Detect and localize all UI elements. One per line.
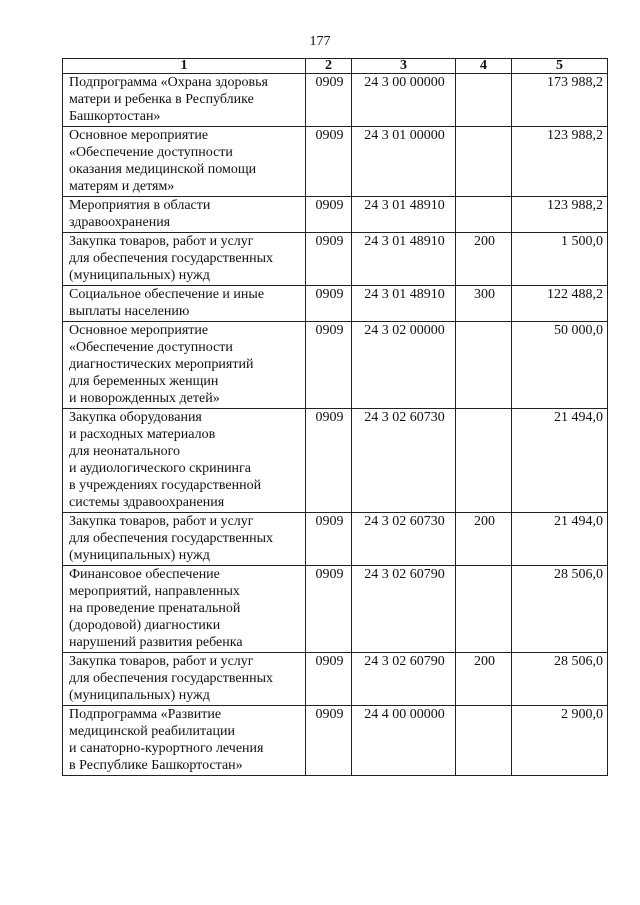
row-section-cell: 0909 [306, 409, 352, 513]
row-name-cell: Социальное обеспечение и иные выплаты населению [63, 286, 306, 322]
row-amount-cell: 50 000,0 [512, 322, 608, 409]
row-name-cell: Финансовое обеспечение мероприятий, направленных на проведение пренатальной (дородовой) диагностики нарушений развития ребенка [63, 566, 306, 653]
row-target-cell: 24 3 02 60790 [352, 653, 456, 706]
row-expense-cell [456, 409, 512, 513]
table-row [63, 566, 608, 653]
header-col-2: 2 [306, 59, 352, 74]
budget-table [62, 58, 608, 776]
row-target-cell: 24 3 01 48910 [352, 286, 456, 322]
table-row [63, 322, 608, 409]
row-name-cell: Основное мероприятие «Обеспечение доступности оказания медицинской помощи матерям и детям» [63, 127, 306, 197]
table-row [63, 197, 608, 233]
row-expense-cell [456, 74, 512, 127]
header-col-5: 5 [512, 59, 608, 74]
table-row [63, 653, 608, 706]
row-amount-cell: 28 506,0 [512, 566, 608, 653]
row-target-cell: 24 3 01 00000 [352, 127, 456, 197]
row-section-cell: 0909 [306, 197, 352, 233]
row-section-cell: 0909 [306, 322, 352, 409]
row-expense-cell: 200 [456, 513, 512, 566]
row-section-cell: 0909 [306, 513, 352, 566]
page-number: 177 [309, 34, 331, 49]
table-row [63, 513, 608, 566]
row-amount-cell: 21 494,0 [512, 513, 608, 566]
row-name-cell: Подпрограмма «Развитие медицинской реабилитации и санаторно-курортного лечения в Республике Башкортостан» [63, 706, 306, 776]
row-section-cell: 0909 [306, 127, 352, 197]
row-amount-cell: 2 900,0 [512, 706, 608, 776]
table-row [63, 127, 608, 197]
row-target-cell: 24 3 01 48910 [352, 197, 456, 233]
row-target-cell: 24 3 02 60790 [352, 566, 456, 653]
row-expense-cell [456, 127, 512, 197]
row-name-cell: Закупка оборудования и расходных материалов для неонатального и аудиологического скрининга в учреждениях государственной системы здравоохранения [63, 409, 306, 513]
table-header [63, 59, 608, 74]
table-row [63, 409, 608, 513]
table-row [63, 74, 608, 127]
header-row [63, 59, 608, 74]
row-amount-cell: 1 500,0 [512, 233, 608, 286]
row-name-cell: Закупка товаров, работ и услуг для обеспечения государственных (муниципальных) нужд [63, 233, 306, 286]
row-section-cell: 0909 [306, 653, 352, 706]
row-section-cell: 0909 [306, 706, 352, 776]
row-amount-cell: 123 988,2 [512, 197, 608, 233]
row-expense-cell: 200 [456, 233, 512, 286]
row-target-cell: 24 3 02 60730 [352, 513, 456, 566]
row-section-cell: 0909 [306, 233, 352, 286]
row-target-cell: 24 3 01 48910 [352, 233, 456, 286]
row-target-cell: 24 3 02 60730 [352, 409, 456, 513]
row-amount-cell: 21 494,0 [512, 409, 608, 513]
row-expense-cell: 200 [456, 653, 512, 706]
table-row [63, 706, 608, 776]
row-target-cell: 24 3 00 00000 [352, 74, 456, 127]
row-section-cell: 0909 [306, 286, 352, 322]
row-expense-cell [456, 197, 512, 233]
table-body [63, 74, 608, 776]
row-name-cell: Мероприятия в области здравоохранения [63, 197, 306, 233]
row-amount-cell: 123 988,2 [512, 127, 608, 197]
row-section-cell: 0909 [306, 74, 352, 127]
table-row [63, 233, 608, 286]
row-amount-cell: 28 506,0 [512, 653, 608, 706]
row-section-cell: 0909 [306, 566, 352, 653]
row-target-cell: 24 4 00 00000 [352, 706, 456, 776]
header-col-3: 3 [352, 59, 456, 74]
row-name-cell: Закупка товаров, работ и услуг для обеспечения государственных (муниципальных) нужд [63, 513, 306, 566]
row-expense-cell [456, 322, 512, 409]
row-amount-cell: 173 988,2 [512, 74, 608, 127]
row-name-cell: Подпрограмма «Охрана здоровья матери и ребенка в Республике Башкортостан» [63, 74, 306, 127]
header-col-4: 4 [456, 59, 512, 74]
row-target-cell: 24 3 02 00000 [352, 322, 456, 409]
row-expense-cell: 300 [456, 286, 512, 322]
row-name-cell: Основное мероприятие «Обеспечение доступности диагностических мероприятий для беременных женщин и новорожденных детей» [63, 322, 306, 409]
row-expense-cell [456, 706, 512, 776]
table-row [63, 286, 608, 322]
row-expense-cell [456, 566, 512, 653]
row-name-cell: Закупка товаров, работ и услуг для обеспечения государственных (муниципальных) нужд [63, 653, 306, 706]
row-amount-cell: 122 488,2 [512, 286, 608, 322]
header-col-1: 1 [63, 59, 306, 74]
